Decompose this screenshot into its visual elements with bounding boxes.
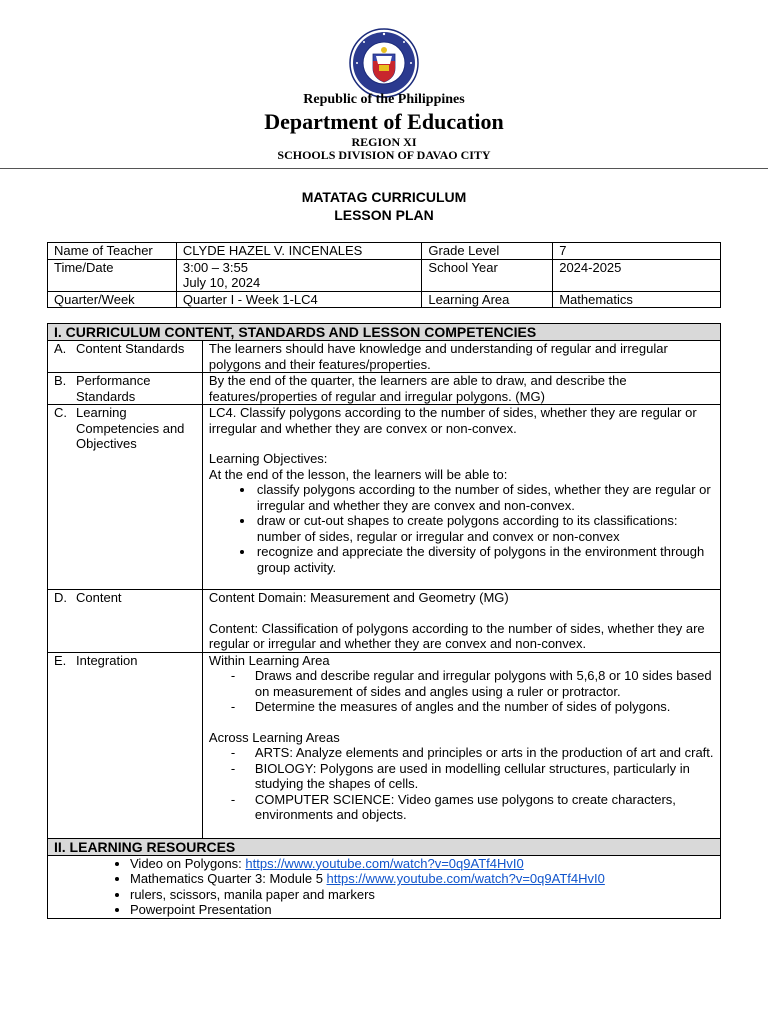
list-item: - BIOLOGY: Polygons are used in modelling cellular structures, particularly in studying the shapes of cells. (255, 761, 714, 792)
integration-cell (202, 652, 720, 838)
grade-label: Grade Level (422, 243, 553, 260)
content-standards-text: The learners should have knowledge and understanding of regular and irregular polygons and their features/properties. (202, 341, 720, 373)
table-row (48, 652, 721, 838)
learning-area-value: Mathematics (553, 291, 721, 308)
row-letter: D. (54, 590, 67, 605)
row-letter: A. (54, 341, 67, 356)
objectives-intro: At the end of the lesson, the learners will be able to: (208, 466, 508, 482)
competencies-label: Learning Competencies and Objectives (76, 405, 185, 451)
competencies-cell (202, 405, 720, 590)
performance-standards-label: Performance Standards (76, 373, 151, 404)
table-row (48, 259, 721, 291)
objectives-heading: Learning Objectives: (208, 451, 328, 466)
list-item: • draw or cut-out shapes to create polygons according to its classifications: number of sides, regular or irregular and convex or non-convex (255, 513, 714, 544)
time-label: Time/Date (48, 259, 177, 291)
competency-lc4: LC4. Classify polygons according to the number of sides, whether they are regular or irregular and whether they are convex or non-convex. (208, 405, 697, 436)
integration-label: Integration (76, 652, 138, 668)
deped-seal-logo (349, 28, 419, 98)
division-heading: SCHOOLS DIVISION OF DAVAO CITY (277, 148, 491, 162)
section-2-heading: II. LEARNING RESOURCES (48, 838, 721, 855)
content-cell (202, 590, 720, 653)
curriculum-title: MATATAG CURRICULUM (301, 189, 467, 205)
time-date-cell (176, 259, 422, 291)
table-row (48, 373, 721, 405)
time-value: 3:00 – 3:55 (182, 259, 248, 275)
row-label-cell (48, 341, 203, 373)
table-row (48, 291, 721, 308)
resource-video-label: Video on Polygons: (130, 855, 246, 871)
school-year-value: 2024-2025 (553, 259, 721, 291)
quarter-value: Quarter I - Week 1-LC4 (176, 291, 422, 308)
republic-heading: Republic of the Philippines (303, 92, 465, 107)
section-heading-row (48, 324, 721, 341)
row-label-cell (48, 652, 203, 838)
lesson-plan-title: LESSON PLAN (334, 207, 434, 223)
school-year-label: School Year (422, 259, 553, 291)
table-row (48, 590, 721, 653)
department-heading: Department of Education (264, 109, 504, 134)
row-label-cell (48, 590, 203, 653)
module-link[interactable]: https://www.youtube.com/watch?v=0q9ATf4HvI0 (326, 871, 605, 886)
list-item: • Powerpoint Presentation (130, 902, 720, 918)
list-item: • rulers, scissors, manila paper and markers (130, 887, 720, 903)
within-area-list (209, 668, 714, 715)
list-item: • recognize and appreciate the diversity of polygons in the environment through group activity. (255, 544, 714, 575)
resources-cell (48, 855, 721, 918)
row-letter: E. (54, 652, 67, 668)
performance-standards-text: By the end of the quarter, the learners are able to draw, and describe the features/properties of regular and irregular polygons. (MG) (202, 373, 720, 405)
list-item (130, 871, 720, 887)
table-row (48, 855, 721, 918)
list-item: - ARTS: Analyze elements and principles or arts in the production of art and craft. (255, 745, 714, 761)
teacher-label: Name of Teacher (48, 243, 177, 260)
across-areas-list (209, 745, 714, 823)
list-item: • classify polygons according to the number of sides, whether they are regular or irregular and whether they are convex and non-convex. (255, 482, 714, 513)
row-letter: C. (54, 405, 67, 420)
content-label: Content (76, 590, 122, 605)
quarter-label: Quarter/Week (48, 291, 177, 308)
table-row (48, 243, 721, 260)
list-item (130, 856, 720, 872)
table-row (48, 341, 721, 373)
objectives-list (209, 482, 714, 575)
grade-value: 7 (553, 243, 721, 260)
row-letter: B. (54, 373, 67, 388)
within-area-heading: Within Learning Area (208, 652, 330, 668)
list-item: - Draws and describe regular and irregular polygons with 5,6,8 or 10 sides based on measurement of sides and angles using a ruler or protractor. (255, 668, 714, 699)
across-areas-heading: Across Learning Areas (208, 729, 340, 745)
row-label-cell (48, 373, 203, 405)
content-domain: Content Domain: Measurement and Geometry (MG) (208, 590, 509, 605)
list-item: - COMPUTER SCIENCE: Video games use polygons to create characters, environments and objects. (255, 792, 714, 823)
content-standards-label: Content Standards (76, 341, 185, 356)
table-row (48, 405, 721, 590)
learning-area-label: Learning Area (422, 291, 553, 308)
section-1-heading: I. CURRICULUM CONTENT, STANDARDS AND LESSON COMPETENCIES (48, 324, 721, 341)
region-heading: REGION XI (351, 135, 417, 149)
header-divider (0, 168, 768, 169)
video-link[interactable]: https://www.youtube.com/watch?v=0q9ATf4HvI0 (245, 855, 524, 871)
teacher-value: CLYDE HAZEL V. INCENALES (176, 243, 422, 260)
resources-list (48, 856, 720, 918)
lesson-info-table (47, 242, 721, 308)
content-description: Content: Classification of polygons according to the number of sides, whether they are regular or irregular and whether they are convex and non-convex. (208, 620, 705, 651)
resource-module-label: Mathematics Quarter 3: Module 5 (130, 871, 327, 886)
lesson-content-table (47, 323, 721, 919)
row-label-cell (48, 405, 203, 590)
list-item: - Determine the measures of angles and the number of sides of polygons. (255, 699, 714, 715)
section-heading-row (48, 838, 721, 855)
date-value: July 10, 2024 (182, 275, 261, 290)
